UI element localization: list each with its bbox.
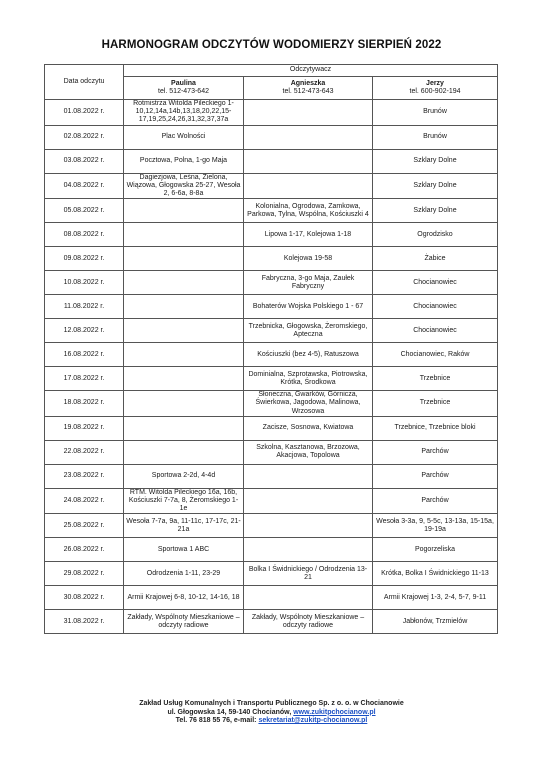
- table-row: [45, 100, 498, 126]
- reader-agnieszka-streets-cell: Zacisze, Sosnowa, Kwiatowa: [244, 416, 373, 440]
- reader-jerzy-streets-cell: Wesoła 3-3a, 9, 5-5c, 13-13a, 15-15a, 19-19a: [373, 514, 498, 538]
- reader-paulina-streets-cell: RTM. Witolda Pileckiego 16a, 16b, Kościuszki 7-7a, 8, Żeromskiego 1-1e: [124, 488, 244, 514]
- reader-agnieszka-streets-cell: Słoneczna, Gwarków, Górnicza, Świerkowa, Jagodowa, Malinowa, Wrzosowa: [244, 391, 373, 417]
- reading-date-cell: 29.08.2022 r.: [45, 562, 124, 586]
- table-header-row: [45, 65, 498, 77]
- reading-date-cell: 01.08.2022 r.: [45, 100, 124, 126]
- reading-date-cell: 11.08.2022 r.: [45, 295, 124, 319]
- reading-date-cell: 10.08.2022 r.: [45, 271, 124, 295]
- reader-paulina-streets-cell: [124, 367, 244, 391]
- reader-paulina-streets-cell: [124, 295, 244, 319]
- table-row: [45, 391, 498, 417]
- reader-paulina-streets-cell: [124, 247, 244, 271]
- reader-paulina-streets-cell: Dagiezjowa, Leśna, Zielona, Wiązowa, Głogowska 25-27, Wesoła 2, 6-6a, 8-8a: [124, 173, 244, 199]
- reading-date-cell: 04.08.2022 r.: [45, 173, 124, 199]
- reading-date-cell: 16.08.2022 r.: [45, 343, 124, 367]
- reader-agnieszka-streets-cell: Kolonialna, Ogrodowa, Zamkowa, Parkowa, Tylna, Wspólna, Kościuszki 4: [244, 199, 373, 223]
- reader-agnieszka-streets-cell: Bohaterów Wojska Polskiego 1 - 67: [244, 295, 373, 319]
- table-row: [45, 125, 498, 149]
- reader-jerzy-streets-cell: Armii Krajowej 1-3, 2-4, 5-7, 9-11: [373, 586, 498, 610]
- reader-agnieszka-streets-cell: [244, 538, 373, 562]
- table-row: [45, 514, 498, 538]
- reading-date-cell: 22.08.2022 r.: [45, 440, 124, 464]
- reader-paulina-streets-cell: Sportowa 1 ABC: [124, 538, 244, 562]
- table-row: [45, 319, 498, 343]
- reader-paulina-streets-cell: Odrodzenia 1-11, 23-29: [124, 562, 244, 586]
- table-row: [45, 586, 498, 610]
- reader-paulina-streets-cell: [124, 416, 244, 440]
- reader-phone: tel. 512-473-642: [158, 88, 209, 95]
- reader-paulina-streets-cell: Pocztowa, Polna, 1-go Maja: [124, 149, 244, 173]
- footer-address: ul. Głogowska 14, 59-140 Chocianów,: [167, 708, 292, 716]
- reader-name: Jerzy: [426, 79, 444, 87]
- reader-name: Paulina: [171, 79, 196, 87]
- reading-date-cell: 17.08.2022 r.: [45, 367, 124, 391]
- reading-date-cell: 09.08.2022 r.: [45, 247, 124, 271]
- table-row: [45, 367, 498, 391]
- reader-agnieszka-streets-cell: [244, 514, 373, 538]
- reading-date-cell: 08.08.2022 r.: [45, 223, 124, 247]
- reading-date-cell: 02.08.2022 r.: [45, 125, 124, 149]
- reader-jerzy-streets-cell: Jabłonów, Trzmielów: [373, 610, 498, 634]
- reader-jerzy-streets-cell: Szklary Dolne: [373, 173, 498, 199]
- reader-paulina-streets-cell: Sportowa 2-2d, 4-4d: [124, 464, 244, 488]
- reader-agnieszka-streets-cell: [244, 125, 373, 149]
- footer-email-link[interactable]: sekretariat@zukitp-chocianow.pl: [258, 717, 368, 725]
- table-row: [45, 488, 498, 514]
- table-row: [45, 440, 498, 464]
- reader-agnieszka-streets-cell: [244, 173, 373, 199]
- reader-phone: tel. 600-902-194: [409, 88, 461, 95]
- table-row: [45, 295, 498, 319]
- reader-jerzy-streets-cell: Trzebnice: [373, 367, 498, 391]
- reader-jerzy-streets-cell: Chocianowiec: [373, 319, 498, 343]
- reader-paulina-streets-cell: [124, 223, 244, 247]
- reading-date-cell: 31.08.2022 r.: [45, 610, 124, 634]
- reading-date-cell: 03.08.2022 r.: [45, 149, 124, 173]
- table-row: [45, 538, 498, 562]
- reader-jerzy-streets-cell: Szklary Dolne: [373, 199, 498, 223]
- reader-paulina-streets-cell: Plac Wolności: [124, 125, 244, 149]
- reader-agnieszka-streets-cell: [244, 464, 373, 488]
- footer-company-name: Zakład Usług Komunalnych i Transportu Publicznego Sp. z o. o. w Chocianowie: [139, 700, 404, 707]
- reader-jerzy-streets-cell: Żabice: [373, 247, 498, 271]
- table-row: [45, 610, 498, 634]
- reader-agnieszka-streets-cell: [244, 100, 373, 126]
- reader-jerzy-streets-cell: Krótka, Bolka I Świdnickiego 11-13: [373, 562, 498, 586]
- reader-paulina-streets-cell: [124, 391, 244, 417]
- reader-header-paulina: [124, 77, 244, 100]
- reader-paulina-streets-cell: [124, 343, 244, 367]
- reader-agnieszka-streets-cell: Kolejowa 19-58: [244, 247, 373, 271]
- reader-agnieszka-streets-cell: Bolka I Świdnickiego / Odrodzenia 13-21: [244, 562, 373, 586]
- reader-phone: tel. 512-473-643: [282, 88, 334, 95]
- reader-jerzy-streets-cell: Trzebnice, Trzebnice bloki: [373, 416, 498, 440]
- reading-date-cell: 26.08.2022 r.: [45, 538, 124, 562]
- reader-agnieszka-streets-cell: [244, 149, 373, 173]
- reader-agnieszka-streets-cell: Dominialna, Szprotawska, Piotrowska, Krótka, Środkowa: [244, 367, 373, 391]
- table-row: [45, 173, 498, 199]
- table-row: [45, 271, 498, 295]
- reader-paulina-streets-cell: Zakłady, Wspólnoty Mieszkaniowe – odczyty radiowe: [124, 610, 244, 634]
- table-row: [45, 149, 498, 173]
- reader-jerzy-streets-cell: Brunów: [373, 100, 498, 126]
- reader-jerzy-streets-cell: Parchów: [373, 488, 498, 514]
- reader-paulina-streets-cell: [124, 319, 244, 343]
- company-footer: [0, 700, 543, 726]
- reader-name: Agnieszka: [290, 79, 326, 87]
- document-title: HARMONOGRAM ODCZYTÓW WODOMIERZY SIERPIEŃ 2022: [101, 39, 442, 51]
- reader-agnieszka-streets-cell: Trzebnicka, Głogowska, Żeromskiego, Apteczna: [244, 319, 373, 343]
- table-row: [45, 416, 498, 440]
- reading-date-cell: 12.08.2022 r.: [45, 319, 124, 343]
- footer-website-link[interactable]: www.zukitpchocianow.pl: [293, 708, 376, 716]
- reader-header-jerzy: [373, 77, 498, 100]
- reader-jerzy-streets-cell: Trzebnice: [373, 391, 498, 417]
- reader-agnieszka-streets-cell: [244, 488, 373, 514]
- date-column-header: Data odczytu: [45, 65, 124, 100]
- reader-paulina-streets-cell: [124, 271, 244, 295]
- table-row: [45, 223, 498, 247]
- table-row: [45, 199, 498, 223]
- reading-date-cell: 24.08.2022 r.: [45, 488, 124, 514]
- footer-contact-line: [0, 717, 543, 726]
- reader-paulina-streets-cell: [124, 440, 244, 464]
- reading-date-cell: 25.08.2022 r.: [45, 514, 124, 538]
- reader-jerzy-streets-cell: Brunów: [373, 125, 498, 149]
- table-row: [45, 343, 498, 367]
- reader-jerzy-streets-cell: Parchów: [373, 440, 498, 464]
- reading-date-cell: 19.08.2022 r.: [45, 416, 124, 440]
- reader-jerzy-streets-cell: Chocianowiec, Raków: [373, 343, 498, 367]
- reader-jerzy-streets-cell: Chocianowiec: [373, 271, 498, 295]
- footer-address-line: [0, 709, 543, 718]
- reader-jerzy-streets-cell: Pogorzeliska: [373, 538, 498, 562]
- reader-agnieszka-streets-cell: Zakłady, Wspólnoty Mieszkaniowe – odczyty radiowe: [244, 610, 373, 634]
- reader-paulina-streets-cell: [124, 199, 244, 223]
- reader-header-agnieszka: [244, 77, 373, 100]
- reading-schedule-table: [44, 64, 498, 634]
- reader-agnieszka-streets-cell: Lipowa 1-17, Kolejowa 1-18: [244, 223, 373, 247]
- table-row: [45, 562, 498, 586]
- readers-column-header: Odczytywacz: [124, 65, 498, 77]
- reading-date-cell: 23.08.2022 r.: [45, 464, 124, 488]
- reader-paulina-streets-cell: Wesoła 7-7a, 9a, 11-11c, 17-17c, 21-21a: [124, 514, 244, 538]
- footer-phone: Tel. 76 818 55 76, e-mail:: [175, 717, 257, 725]
- reader-jerzy-streets-cell: Parchów: [373, 464, 498, 488]
- reading-date-cell: 05.08.2022 r.: [45, 199, 124, 223]
- reader-paulina-streets-cell: Rotmistrza Witolda Pileckiego 1-10,12,14a,14b,13,18,20,22,15-17,19,25,24,26,31,32,37,37a: [124, 100, 244, 126]
- reading-date-cell: 30.08.2022 r.: [45, 586, 124, 610]
- reader-jerzy-streets-cell: Szklary Dolne: [373, 149, 498, 173]
- reader-agnieszka-streets-cell: Szkolna, Kasztanowa, Brzozowa, Akacjowa, Topolowa: [244, 440, 373, 464]
- reader-agnieszka-streets-cell: Fabryczna, 3-go Maja, Zaułek Fabryczny: [244, 271, 373, 295]
- reader-paulina-streets-cell: Armii Krajowej 6-8, 10-12, 14-16, 18: [124, 586, 244, 610]
- reader-jerzy-streets-cell: Ogrodzisko: [373, 223, 498, 247]
- reading-date-cell: 18.08.2022 r.: [45, 391, 124, 417]
- reader-agnieszka-streets-cell: [244, 586, 373, 610]
- reader-jerzy-streets-cell: Chocianowiec: [373, 295, 498, 319]
- reader-agnieszka-streets-cell: Kościuszki (bez 4-5), Ratuszowa: [244, 343, 373, 367]
- table-row: [45, 464, 498, 488]
- table-row: [45, 247, 498, 271]
